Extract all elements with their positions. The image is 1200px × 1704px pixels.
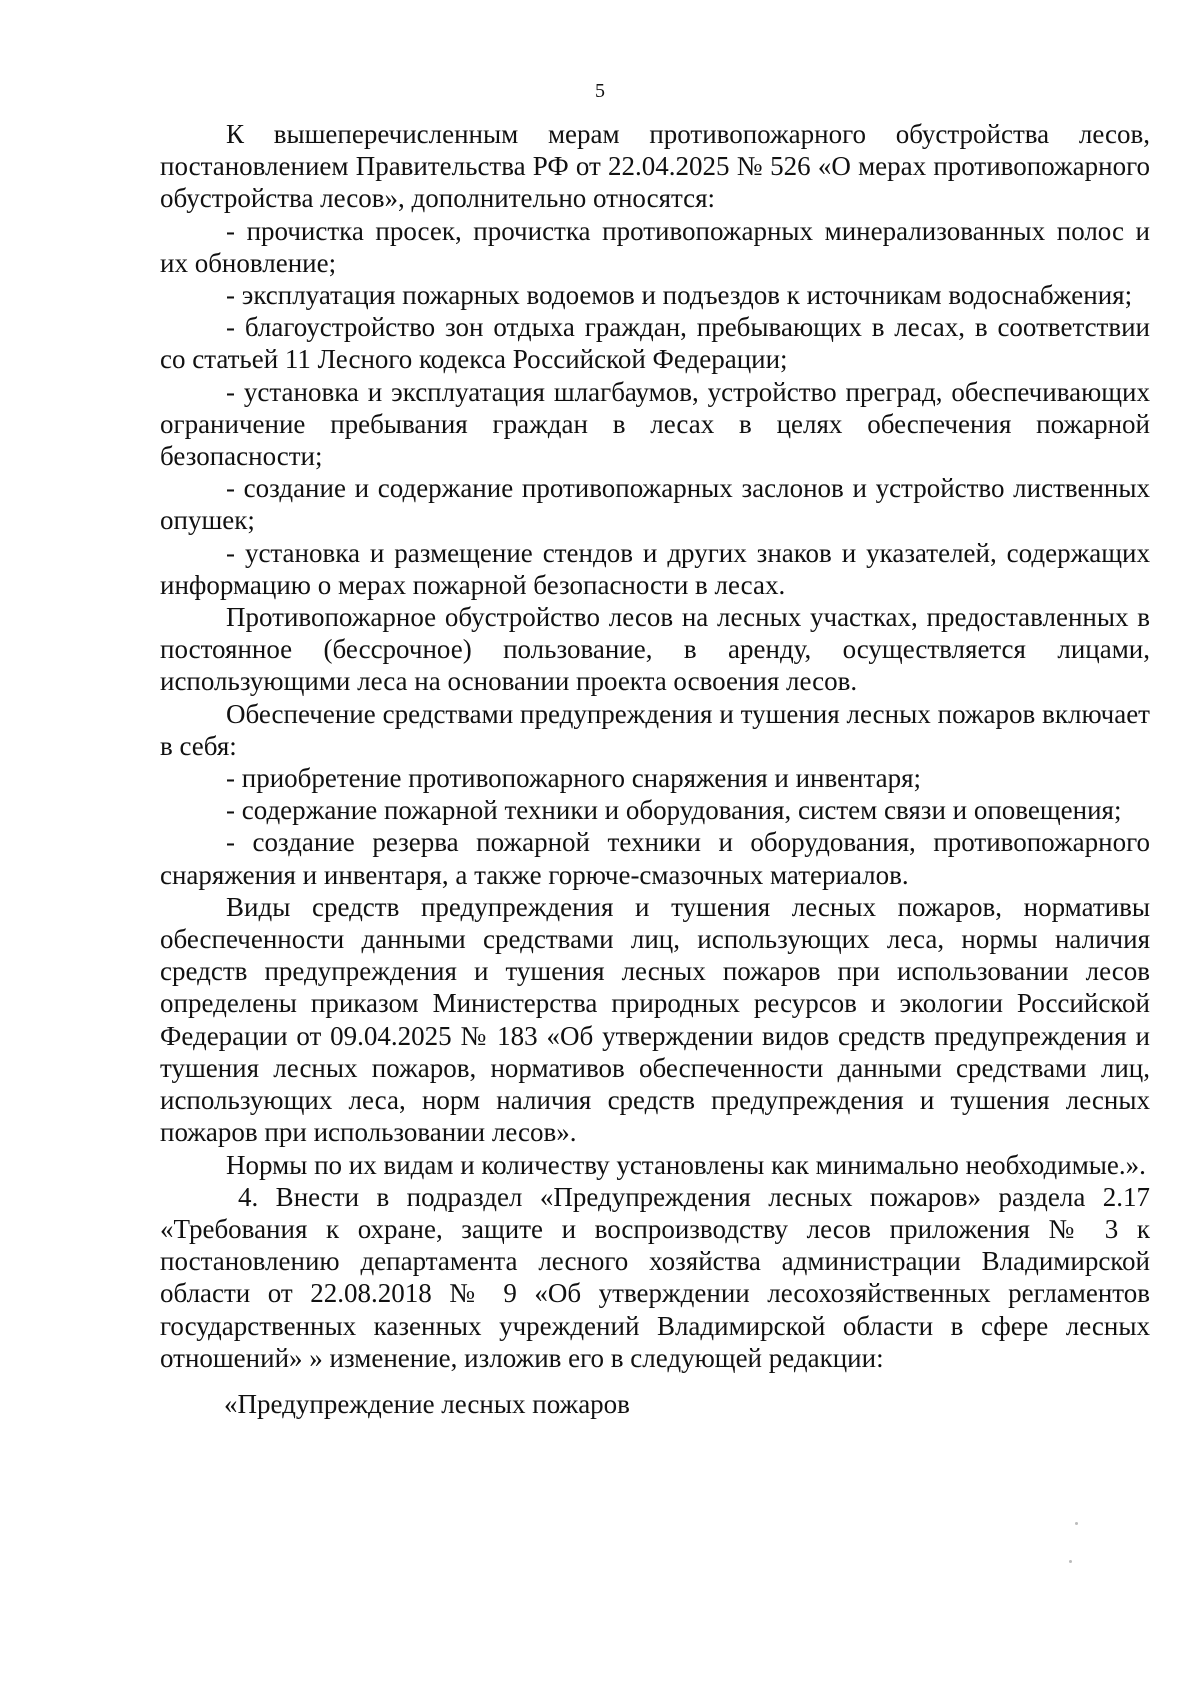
document-body xyxy=(160,118,1150,1420)
list-item-fire-breaks-edges: - создание и содержание противопожарных заслонов и устройство лиственных опушек; xyxy=(160,473,1150,536)
paragraph-additional-measures-intro: К вышеперечисленным мерам противопожарного обустройства лесов, постановлением Правительства РФ от 22.04.2025 № 526 «О мерах противопожарного обустройства лесов», дополнительно относятся: xyxy=(160,119,1150,214)
list-item-reserve-creation: - создание резерва пожарной техники и оборудования, противопожарного снаряжения и инвентаря, а также горюче-смазочных материалов. xyxy=(160,827,1150,890)
list-item-equipment-purchase: - приобретение противопожарного снаряжения и инвентаря; xyxy=(226,763,922,794)
paragraph-ministry-order: Виды средств предупреждения и тушения лесных пожаров, нормативы обеспеченности данными средствами лиц, использующих леса, нормы наличия средств предупреждения и тушения лесных пожаров при использовании лесов определены приказом Министерства природных ресурсов и экологии Российской Федерации от 09.04.2025 № 183 «Об утверждении видов средств предупреждения и тушения лесных пожаров, нормативов обеспеченности данными средствами лиц, использующих леса, норм наличия средств предупреждения и тушения лесных пожаров при использовании лесов». xyxy=(160,891,1150,1148)
paragraph-item-4-amendment: 4. Внести в подраздел «Предупреждения лесных пожаров» раздела 2.17 «Требования к охране, защите и воспроизводству лесов приложения № 3 к постановлению департамента лесного хозяйства администрации Владимирской области от 22.08.2018 № 9 «Об утверждении лесохозяйственных регламентов государственных казенных учреждений Владимирской области в сфере лесных отношений» » изменение, изложив его в следующей редакции: xyxy=(160,1181,1150,1373)
paragraph-fire-arrangement-leased-plots: Противопожарное обустройство лесов на лесных участках, предоставленных в постоянное (бессрочное) пользование, в аренду, осуществляется лицами, использующими леса на основании проекта освоения лесов. xyxy=(160,602,1150,697)
list-item-information-stands: - установка и размещение стендов и других знаков и указателей, содержащих информацию о мерах пожарной безопасности в лесах. xyxy=(160,537,1150,600)
list-item-equipment-maintenance: - содержание пожарной техники и оборудования, систем связи и оповещения; xyxy=(226,795,1122,826)
list-item-fire-reservoirs: - эксплуатация пожарных водоемов и подъездов к источникам водоснабжения; xyxy=(226,280,1133,311)
scan-speck xyxy=(1069,1560,1072,1563)
list-item-barriers: - установка и эксплуатация шлагбаумов, устройство преград, обеспечивающих ограничение пребывания граждан в лесах в целях обеспечения пожарной безопасности; xyxy=(160,376,1150,472)
paragraph-section-heading-quote: «Предупреждение лесных пожаров xyxy=(224,1388,630,1419)
paragraph-norms-minimum: Нормы по их видам и количеству установлены как минимально необходимые.». xyxy=(226,1149,1146,1180)
paragraph-firefighting-means-intro: Обеспечение средствами предупреждения и тушения лесных пожаров включает в себя: xyxy=(160,698,1150,761)
list-item-clearing-firebreaks: - прочистка просек, прочистка противопожарных минерализованных полос и их обновление; xyxy=(160,215,1150,278)
list-item-recreation-zones: - благоустройство зон отдыха граждан, пребывающих в лесах, в соответствии со статьей 11 Лесного кодекса Российской Федерации; xyxy=(160,312,1150,375)
page-number: 5 xyxy=(595,80,605,102)
scan-speck xyxy=(1075,1522,1078,1525)
